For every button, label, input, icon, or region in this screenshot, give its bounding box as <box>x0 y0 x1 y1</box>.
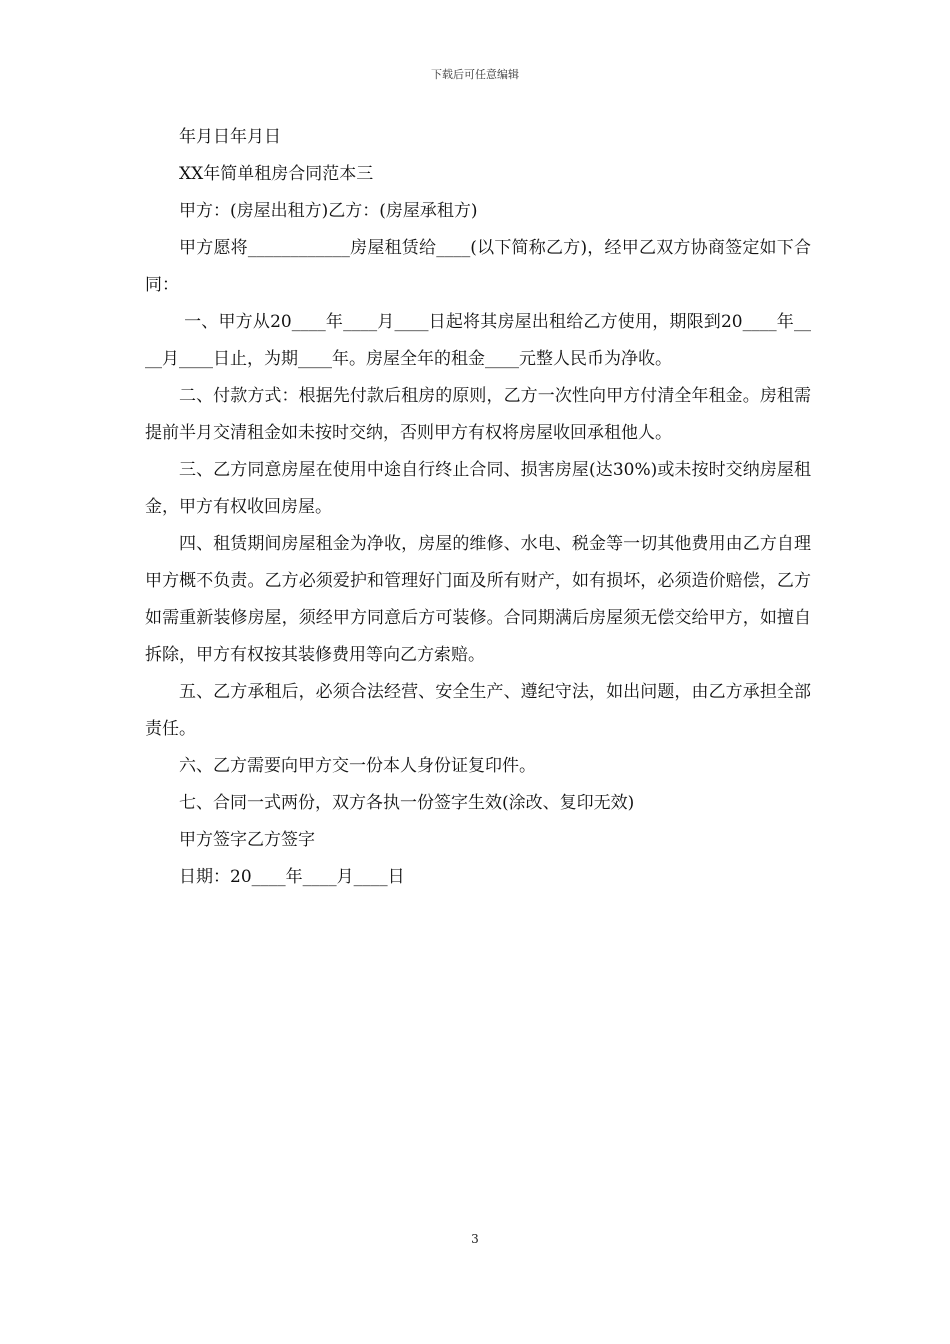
contract-body <box>145 119 811 896</box>
clause-2: 二、付款方式：根据先付款后租房的原则，乙方一次性向甲方付清全年租金。房租需提前半月交清租金如未按时交纳，否则甲方有权将房屋收回承租他人。 <box>145 386 811 443</box>
clause-6: 六、乙方需要向甲方交一份本人身份证复印件。 <box>179 756 536 776</box>
parties-line: 甲方：(房屋出租方)乙方：(房屋承租方) <box>179 201 478 221</box>
signing-date-line: 日期：20____年____月____日 <box>179 867 405 887</box>
clause-7: 七、合同一式两份，双方各执一份签字生效(涂改、复印无效) <box>179 793 635 813</box>
page-number: 3 <box>471 1232 479 1246</box>
clause-4: 四、租赁期间房屋租金为净收，房屋的维修、水电、税金等一切其他费用由乙方自理甲方概不负责。乙方必须爱护和管理好门面及所有财产，如有损坏，必须造价赔偿，乙方如需重新装修房屋，须经甲方同意后方可装修。合同期满后房屋须无偿交给甲方，如擅自拆除，甲方有权按其装修费用等向乙方索赔。 <box>145 534 811 665</box>
clause-5: 五、乙方承租后，必须合法经营、安全生产、遵纪守法，如出问题，由乙方承担全部责任。 <box>145 682 811 739</box>
intro-paragraph: 甲方愿将____________房屋租赁给____(以下简称乙方)，经甲乙双方协商签定如下合同： <box>145 238 811 295</box>
date-line: 年月日年月日 <box>179 127 281 147</box>
clause-1: 一、甲方从20____年____月____日起将其房屋出租给乙方使用，期限到20____年____月____日止，为期____年。房屋全年的租金____元整人民币为净收。 <box>145 312 811 369</box>
contract-title: XX年简单租房合同范本三 <box>179 164 374 184</box>
signature-line: 甲方签字乙方签字 <box>179 830 315 850</box>
header-note: 下载后可任意编辑 <box>431 68 519 81</box>
clause-3: 三、乙方同意房屋在使用中途自行终止合同、损害房屋(达30%)或未按时交纳房屋租金，甲方有权收回房屋。 <box>145 460 811 517</box>
